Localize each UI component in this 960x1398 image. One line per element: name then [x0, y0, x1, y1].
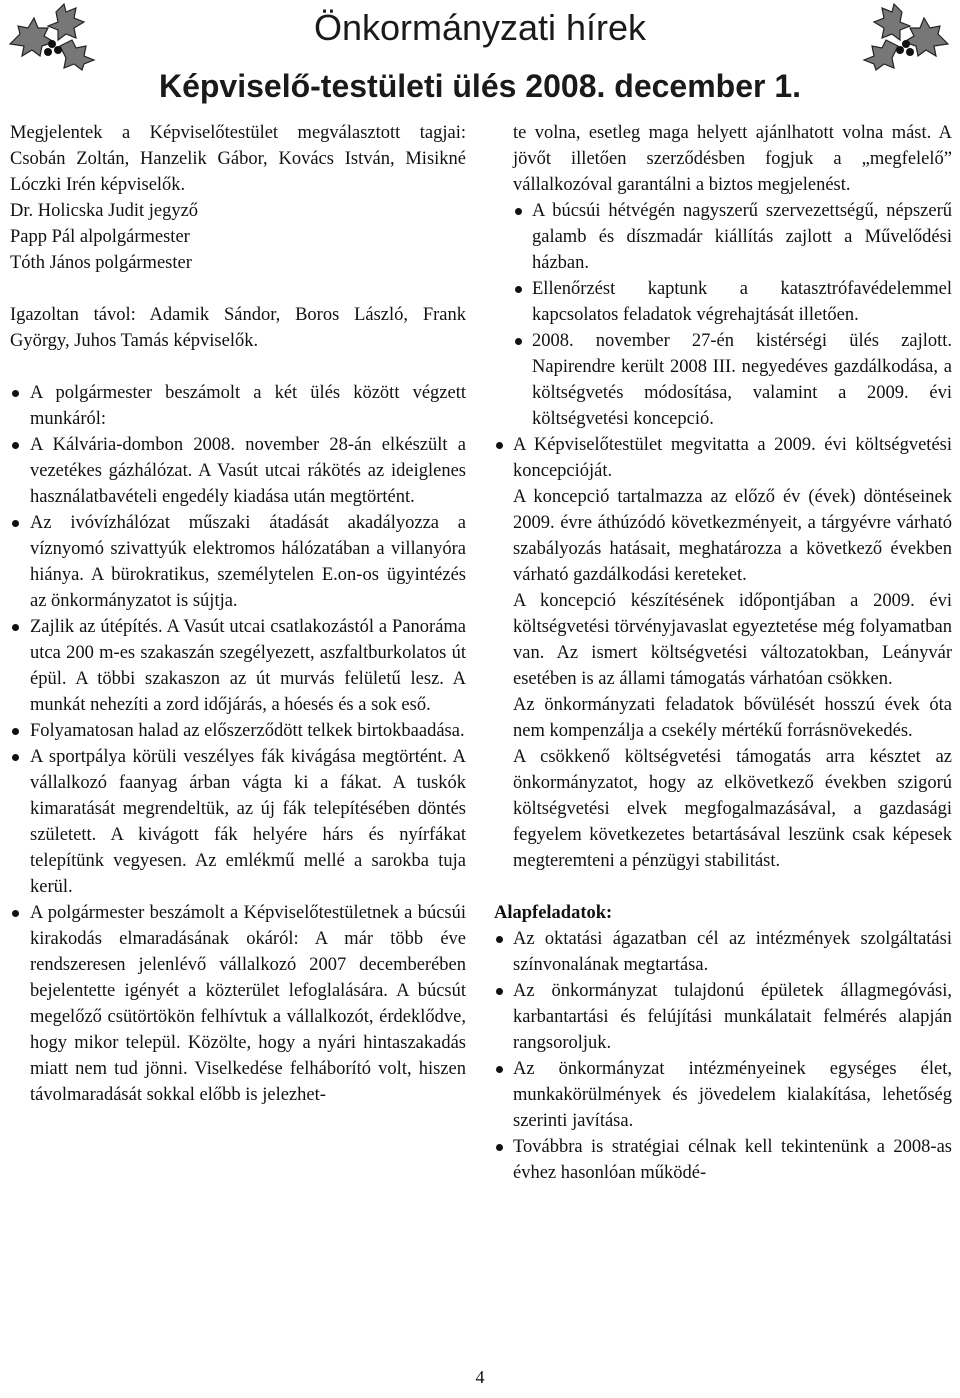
list-item: Az önkormányzat tulajdonú épületek állagmegóvási, karbantartási és felújítási munkálatait felmérés alapján rangsoroljuk. — [494, 978, 952, 1056]
page-number: 4 — [475, 1367, 485, 1387]
notary-line: Dr. Holicska Judit jegyző — [10, 201, 199, 221]
left-column — [10, 120, 466, 1108]
list-item: Az ivóvízhálózat műszaki átadását akadályozza a víznyomó szivattyúk elektromos hálózatában a villanyóra hiánya. A bürokratikus, személytelen E.on-os ügyintézés az önkormányzatot is sújtja. — [10, 510, 466, 614]
continuation-paragraph: te volna, esetleg maga helyett ajánlhatott volna mást. A jövőt illetően szerződésben fogjuk a „megfelelő” vállalkozóval garantálni a biztos megjelenést. — [513, 123, 952, 195]
budget-paragraph: Az önkormányzati feladatok bővülését hosszú évek óta nem kompenzálja a csekély mértékű forrásnövekedés. — [513, 695, 952, 741]
report-items-continued — [513, 198, 952, 432]
list-item: Zajlik az útépítés. A Vasút utcai csatlakozástól a Panoráma utca 200 m-es szakaszán szegélyezett, aszfaltburkolatos út épül. A többi szakaszon az út murvás felületű lesz. A munkát nehezíti a zord időjárás, a hóesés és a sok eső. — [10, 614, 466, 718]
list-item: 2008. november 27-én kistérségi ülés zajlott. Napirendre került 2008 III. negyedéves gazdálkodása, a költségvetés módosítása, valamint a 2009. évi költségvetési koncepció. — [513, 328, 952, 432]
section-heading: Alapfeladatok: — [494, 903, 613, 923]
report-items — [10, 432, 466, 1108]
continuation-block — [494, 120, 952, 432]
list-item: Az önkormányzat intézményeinek egységes élet, munkakörülmények és jövedelem kialakítása, lehetőség szerinti javítása. — [494, 1056, 952, 1134]
list-item: Az oktatási ágazatban cél az intézmények szolgáltatási színvonalának megtartása. — [494, 926, 952, 978]
budget-paragraph: A csökkenő költségvetési támogatás arra késztet az önkormányzatot, hogy az elkövetkező években szigorú költségvetési elvek megfogalmazásával, a gazdasági fegyelem következetes betartásával leszünk csak képesek megteremteni a pénzügyi stabilitást. — [513, 747, 952, 871]
list-item: Ellenőrzést kaptunk a katasztrófavédelemmel kapcsolatos feladatok végrehajtását illetően. — [513, 276, 952, 328]
report-list — [10, 380, 466, 432]
budget-list — [494, 432, 952, 874]
deputy-mayor-line: Papp Pál alpolgármester — [10, 227, 190, 247]
meeting-subtitle: Képviselő-testületi ülés 2008. december 1. — [158, 68, 802, 104]
list-item: Folyamatosan halad az előszerződött telkek birtokbaadása. — [10, 718, 466, 744]
page-title: Önkormányzati hírek — [313, 7, 647, 48]
budget-item: A Képviselőtestület megvitatta a 2009. évi költségvetési koncepcióját. — [513, 435, 952, 481]
list-item: A polgármester beszámolt a két ülés között végzett munkáról: — [10, 380, 466, 432]
list-item — [494, 432, 952, 874]
budget-paragraph: A koncepció tartalmazza az előző év (évek) döntéseinek 2009. évre áthúzódó következményeit, a tárgyévre várható szabályozás hatásait, meghatározza a következő években várható gazdálkodási kereteket. — [513, 487, 952, 585]
mayor-line: Tóth János polgármester — [10, 253, 192, 273]
list-item: A Kálvária-dombon 2008. november 28-án elkészült a vezetékes gázhálózat. A Vasút utcai rákötés az ideiglenes használatbavételi engedély kiadása után megtörtént. — [10, 432, 466, 510]
budget-paragraph: A koncepció készítésének időpontjában a 2009. évi költségvetési törvényjavaslat egyeztetése még folyamatban van. Az ismert költségvetési változatokban, Leányvár esetében is az állami támogatás várhatóan csökken. — [513, 591, 952, 689]
attendees-paragraph: Megjelentek a Képviselőtestület megválasztott tagjai: Csobán Zoltán, Hanzelik Gábor, Kovács István, Misikné Lóczki Irén képviselők. — [10, 123, 466, 195]
list-item: A polgármester beszámolt a Képviselőtestületnek a búcsúi kirakodás elmaradásának okáról: A már több éve rendszeresen jelenlévő vállalkozó 2007 decemberében bejelentette igényét a közterület lefoglalására. A búcsút megelőző csütörtökön felhívtuk a vállalkozót, érdeklődve, hogy mikor települ. Közölte, hogy a nyári hintaszakadás miatt nem tud jönni. Viselkedése felháborító volt, hiszen távolmaradását sokkal előbb is jelezhet- — [10, 900, 466, 1108]
basic-tasks-list — [494, 926, 952, 1186]
list-item: A búcsúi hétvégén nagyszerű szervezettségű, népszerű galamb és díszmadár kiállítás zajlott a Művelődési házban. — [513, 198, 952, 276]
list-item: Továbbra is stratégiai célnak kell tekintenünk a 2008-as évhez hasonlóan működé- — [494, 1134, 952, 1186]
list-item: A sportpálya körüli veszélyes fák kivágása megtörtént. A vállalkozó faanyag árban vágta ki a fákat. A tuskók kimaratását megrendeltük, az új fák telepítésében döntés született. A kivágott fák helyére hárs és nyírfákat telepítünk vegyesen. Az emlékmű mellé a sarokba tuja kerül. — [10, 744, 466, 900]
right-column — [494, 120, 952, 1186]
excused-paragraph: Igazoltan távol: Adamik Sándor, Boros László, Frank György, Juhos Tamás képviselők. — [10, 305, 466, 351]
